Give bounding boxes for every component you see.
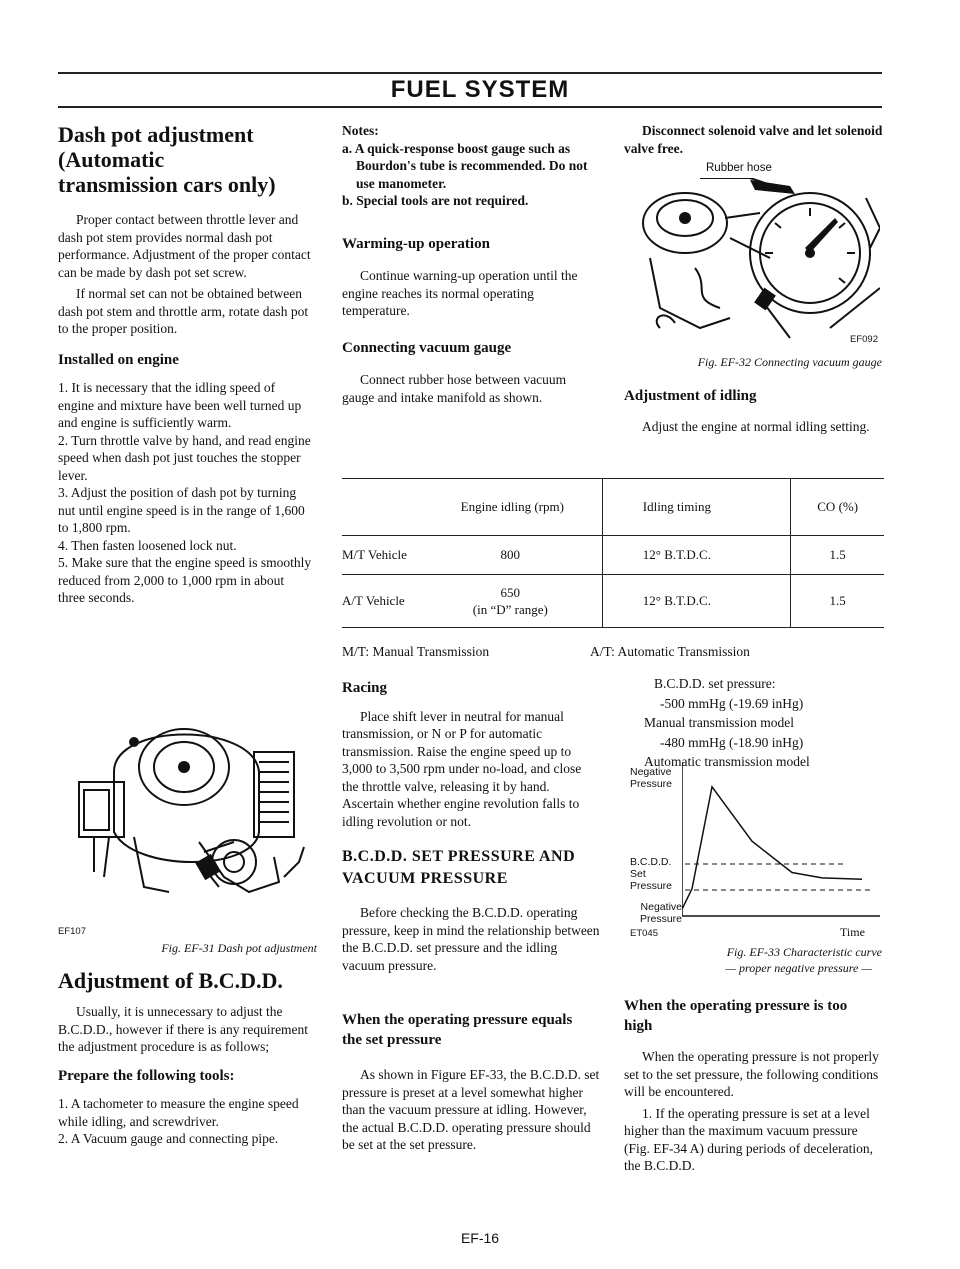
table-header-co: CO (%)	[791, 479, 884, 536]
note-item: b. Special tools are not required.	[342, 193, 529, 208]
chart-ylabel: Negative Pressure	[630, 766, 673, 790]
page-number: EF-16	[460, 1230, 500, 1246]
set-pressure-mt-value: -500 mmHg (-19.69 inHg)	[660, 695, 804, 711]
list-item: 5. Make sure that the engine speed is smoothly reduced from 2,000 to 1,000 rpm in about three seconds.	[58, 555, 312, 605]
vacuum-gauge-title: Connecting vacuum gauge	[342, 339, 512, 356]
section-title-bcdd: Adjustment of B.C.D.D.	[58, 968, 283, 993]
list-item: 4. Then fasten loosened lock nut.	[58, 537, 237, 553]
table-cell-timing: 12° B.T.D.C.	[603, 536, 791, 575]
idling-spec-table	[342, 478, 884, 628]
list-item: 3. Adjust the position of dash pot by turning nut until engine speed is in the range of 1,600 to 1,800 rpm.	[58, 485, 305, 535]
chart-set-pressure-label: B.C.D.D. Set Pressure	[630, 856, 673, 892]
bcdd-pressure-text: Before checking the B.C.D.D. operating pressure, keep in mind the relationship between the B.C.D.D. set pressure and the idling vacuum pressure.	[342, 905, 600, 973]
fig-ef32-tag: EF092	[850, 334, 878, 345]
equals-set-pressure-text: As shown in Figure EF-33, the B.C.D.D. set pressure is preset at a level somewhat higher than the vacuum pressure at idling. However, the actual B.C.D.D. operating pressure should be set at the set pressure.	[342, 1067, 600, 1152]
too-high-text: When the operating pressure is not properly set to the set pressure, the following conditions will be encountered.	[624, 1049, 879, 1099]
fig-ef31-caption: Fig. EF-31 Dash pot adjustment	[161, 941, 317, 955]
adjustment-idling-text: Adjust the engine at normal idling setting.	[642, 418, 870, 434]
list-item: 2. A Vacuum gauge and connecting pipe.	[58, 1131, 279, 1146]
table-header-idling-timing: Idling timing	[603, 479, 791, 536]
table-header-engine-idling: Engine idling (rpm)	[460, 499, 564, 514]
table-cell-co: 1.5	[791, 536, 884, 575]
disconnect-solenoid-text: Disconnect solenoid valve and let solenoid valve free.	[624, 123, 883, 156]
header-bottom-rule	[58, 106, 882, 108]
right-column-top	[624, 122, 884, 161]
table-legend-mt: M/T: Manual Transmission	[342, 644, 490, 659]
racing-title: Racing	[342, 680, 387, 696]
too-high-title: When the operating pressure is too high	[624, 998, 848, 1034]
left-column	[58, 122, 314, 607]
list-item: 1. It is necessary that the idling speed of engine and mixture have been well turned up and engine is sufficiently warm.	[58, 380, 302, 430]
rubber-hose-label: Rubber hose	[706, 162, 772, 174]
warming-up-title: Warming-up operation	[342, 235, 490, 252]
list-item: 2. Turn throttle valve by hand, and read engine speed when dash pot just touches the stopper lever.	[58, 432, 311, 483]
note-item: a. A quick-response boost gauge such as Bourdon's tube is recommended. Do not use manometer.	[342, 140, 588, 191]
warming-up-text: Continue warning-up operation until the engine reaches its normal operating temperature.	[342, 268, 578, 318]
right-column-lower	[624, 996, 884, 1179]
table-cell-idling	[418, 536, 603, 575]
page-title: FUEL SYSTEM	[390, 76, 570, 103]
table-row	[342, 536, 884, 575]
fig-ef31-tag: EF107	[58, 926, 86, 937]
set-pressure-at-value: -480 mmHg (-18.90 inHg)	[660, 734, 804, 750]
too-high-item-1: 1. If the operating pressure is set at a level higher than the maximum vacuum pressure (Fig. EF-34 A) during periods of deceleration, the B.C.D.D.	[624, 1105, 873, 1173]
table-row	[342, 575, 884, 628]
vacuum-gauge-illustration	[630, 178, 880, 340]
idling-value: 650	[500, 585, 521, 600]
tools-list	[58, 1095, 314, 1148]
table-cell-idling	[418, 575, 603, 628]
header-top-rule	[58, 72, 882, 74]
table-cell-timing: 12° B.T.D.C.	[603, 575, 791, 628]
fig-ef32-caption: Fig. EF-32 Connecting vacuum gauge	[697, 355, 882, 369]
list-item: 1. A tachometer to measure the engine speed while idling, and screwdriver.	[58, 1096, 299, 1129]
chart-negative-pressure-label: Negative Pressure	[639, 901, 682, 925]
middle-column-lower	[342, 680, 600, 1158]
fig-ef33-caption-2: — proper negative pressure —	[725, 961, 872, 975]
middle-column-top	[342, 122, 600, 410]
fig-ef33-caption: Fig. EF-33 Characteristic curve	[726, 945, 882, 959]
idling-value: 800	[500, 547, 521, 562]
adjustment-idling-title: Adjustment of idling	[624, 388, 757, 404]
installed-steps-list	[58, 379, 314, 607]
chart-xlabel: Time	[840, 925, 865, 939]
bcdd-pressure-title: B.C.D.D. SET PRESSURE AND VACUUM PRESSURE	[342, 848, 576, 887]
left-column-lower	[58, 968, 314, 1148]
idling-block	[624, 388, 884, 439]
bcdd-intro: Usually, it is unnecessary to adjust the B.C.D.D., however if there is any requirement the adjustment procedure is as follows;	[58, 1004, 309, 1054]
characteristic-curve-chart	[682, 760, 882, 940]
table-cell-vehicle: A/T Vehicle	[342, 593, 405, 608]
dash-pot-intro: Proper contact between throttle lever and dash pot stem provides normal dash pot performance. Adjustment of the proper contact can be made by dash pot set screw.	[58, 212, 311, 280]
set-pressure-mt-model: Manual transmission model	[644, 715, 794, 730]
set-pressure-block	[624, 674, 884, 772]
table-legend-at: A/T: Automatic Transmission	[590, 644, 750, 659]
dash-pot-intro-2: If normal set can not be obtained between dash pot stem and throttle arm, rotate dash pot to the proper position.	[58, 286, 309, 336]
vacuum-gauge-text: Connect rubber hose between vacuum gauge and intake manifold as shown.	[342, 372, 567, 405]
section-title-dash-pot: Dash pot adjustment (Automatic transmission cars only)	[58, 122, 276, 197]
set-pressure-label: B.C.D.D. set pressure:	[654, 676, 776, 691]
set-pressure-at-model: Automatic transmission model	[644, 754, 810, 769]
table-corner	[342, 479, 418, 536]
notes-label: Notes:	[342, 123, 379, 138]
racing-text: Place shift lever in neutral for manual transmission, or N or P for automatic transmission. Raise the engine speed up to 3,000 to 3,500 rpm under no-load, and close the throttle valve, releasing it by hand. Ascertain whether engine revolution falls to idling revolution or not.	[342, 708, 582, 829]
subsection-prepare-tools: Prepare the following tools:	[58, 1067, 235, 1084]
idling-note: (in “D” range)	[472, 602, 548, 617]
subsection-installed-on-engine: Installed on engine	[58, 351, 179, 368]
table-cell-vehicle: M/T Vehicle	[342, 547, 407, 562]
dash-pot-illustration	[74, 712, 314, 912]
table-cell-co: 1.5	[791, 575, 884, 628]
fig-ef33-tag: ET045	[630, 928, 658, 939]
chart-series-line	[682, 787, 862, 909]
equals-set-pressure-title: When the operating pressure equals the set pressure	[342, 1012, 573, 1048]
